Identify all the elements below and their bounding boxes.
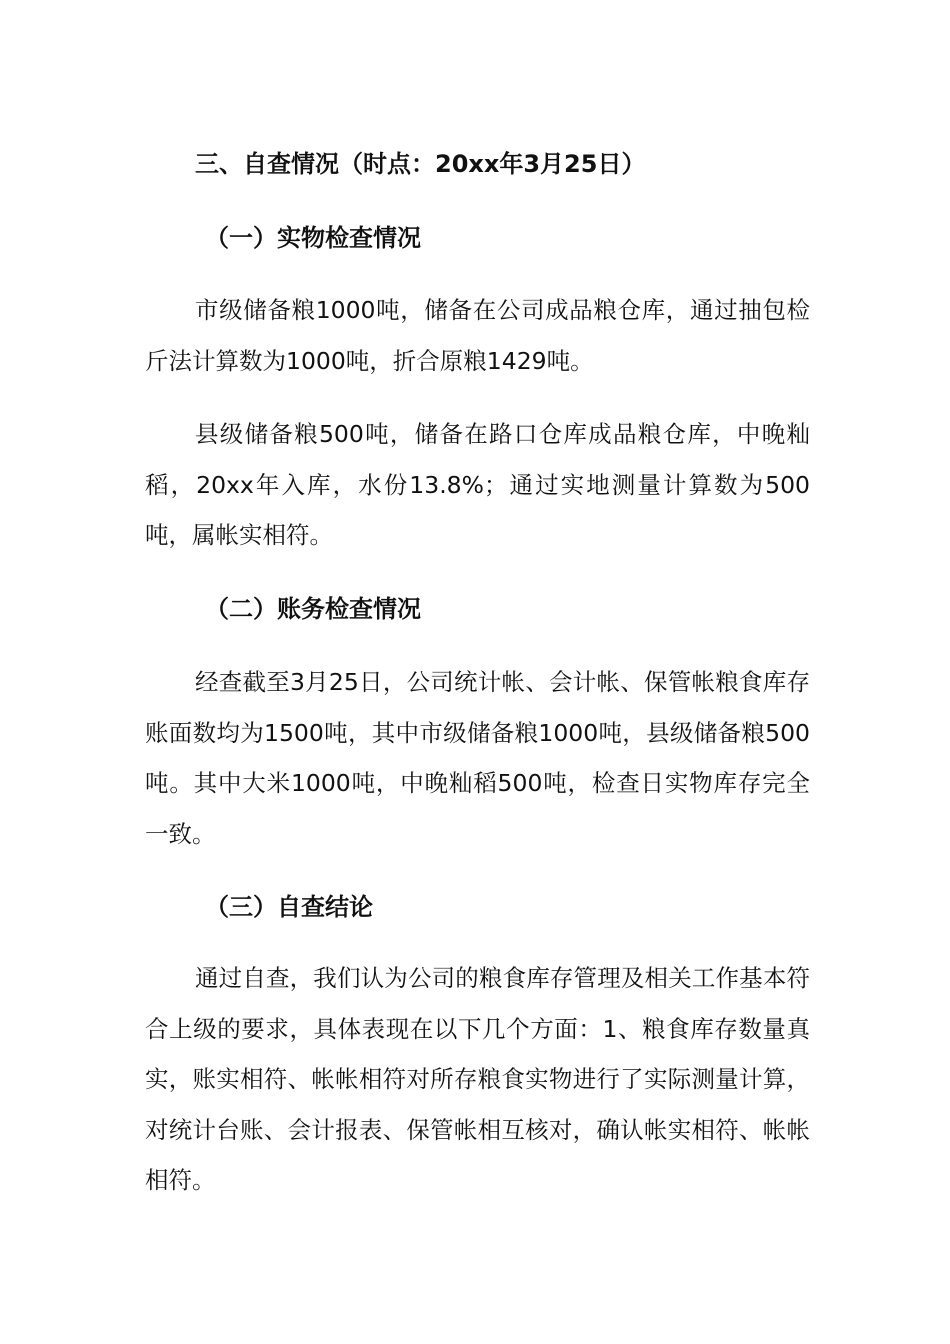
paragraph-conclusion: 通过自查，我们认为公司的粮食库存管理及相关工作基本符合上级的要求，具体表现在以下几个方面：1、粮食库存数量真实，账实相符、帐帐相符对所存粮食实物进行了实际测量计算，对统计台账、会计报表、保管帐相互核对，确认帐实相符、帐帐相符。: [145, 964, 810, 1194]
subsection-heading-account-inspection: （二）账务检查情况: [205, 595, 421, 623]
section-title: 三、自查情况（时点：20xx年3月25日）: [195, 150, 646, 178]
paragraph-account-check: 经查截至3月25日，公司统计帐、会计帐、保管帐粮食库存账面数均为1500吨，其中市级储备粮1000吨，县级储备粮500吨。其中大米1000吨，中晚籼稻500吨，检查日实物库存完全一致。: [145, 668, 810, 848]
paragraph-county-reserve: 县级储备粮500吨，储备在路口仓库成品粮仓库，中晚籼稻，20xx年入库，水份13.8%；通过实地测量计算数为500吨，属帐实相符。: [145, 420, 810, 549]
subsection-heading-physical-inspection: （一）实物检查情况: [205, 224, 421, 252]
subsection-heading-conclusion: （三）自查结论: [205, 893, 373, 921]
paragraph-city-reserve: 市级储备粮1000吨，储备在公司成品粮仓库，通过抽包检斤法计算数为1000吨，折合原粮1429吨。: [145, 296, 810, 375]
